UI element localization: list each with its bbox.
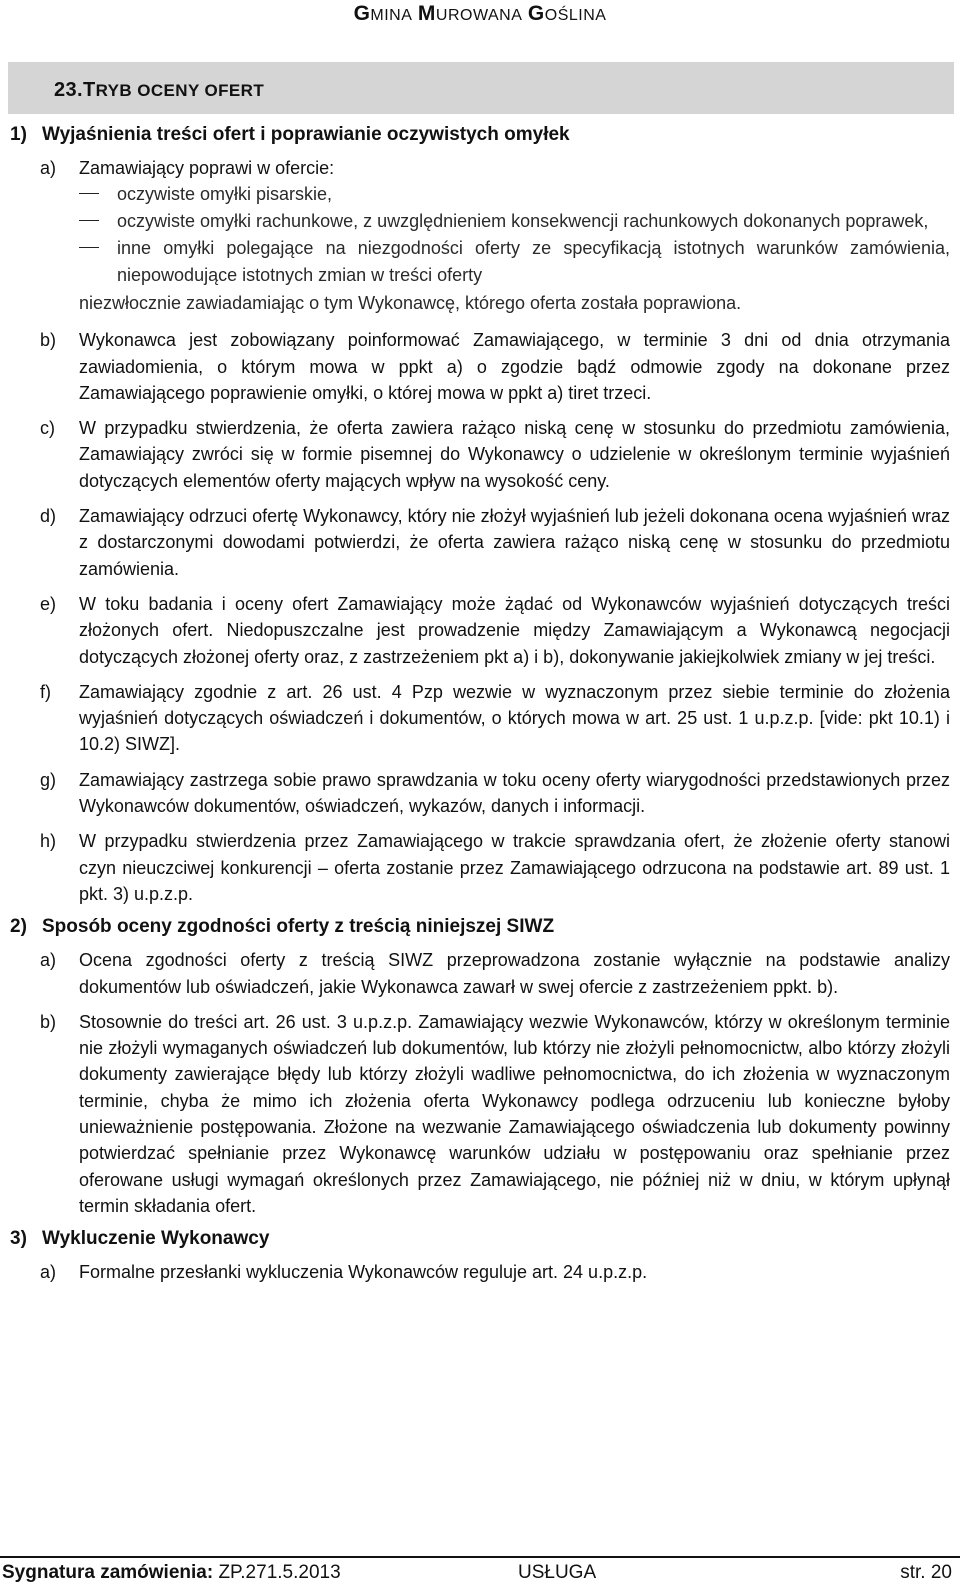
footer-divider xyxy=(0,1556,960,1558)
subsection-title: Wyjaśnienia treści ofert i poprawianie oczywistych omyłek xyxy=(42,124,570,145)
list-item: c) W przypadku stwierdzenia, że oferta zawiera rażąco niską cenę w stosunku do przedmiotu zamówienia, Zamawiający zwróci się w formie pisemnej do Wykonawcy o udzielenie w określonym terminie wyjaśnień dotyczących elementów oferty mających wpływ na wysokość ceny. xyxy=(40,418,950,491)
header-initial: G xyxy=(353,2,371,25)
signature xyxy=(2,1562,341,1584)
subsection-heading-2 xyxy=(10,914,950,940)
header-word: MINA xyxy=(370,7,413,24)
signature-label: Sygnatura zamówienia: xyxy=(2,1562,214,1583)
dash-item: inne omyłki polegające na niezgodności oferty ze specyfikacją istotnych warunków zamówienia, niepowodujące istotnych zmian w treści oferty xyxy=(79,235,950,289)
dash-item: oczywiste omyłki pisarskie, xyxy=(79,181,950,208)
order-type: USŁUGA xyxy=(518,1562,597,1583)
subsection-number: 1) xyxy=(10,124,27,145)
dash-bullet xyxy=(79,235,117,289)
section-title-initial: T xyxy=(83,79,96,101)
section-heading xyxy=(8,62,954,114)
list-item: h) W przypadku stwierdzenia przez Zamawiającego w trakcie sprawdzania ofert, że złożenie oferty stanowi czyn nieuczciwej konkurencji – oferta zostanie przez Zamawiającego odrzucona na podstawie art. 89 ust. 1 pkt. 3) u.p.z.p. xyxy=(40,831,950,904)
section-title: RYB OCENY OFERT xyxy=(95,81,265,100)
subsection-title: Wykluczenie Wykonawcy xyxy=(42,1228,270,1250)
dash-list xyxy=(79,181,950,289)
subsection-number: 2) xyxy=(10,916,27,938)
list-item xyxy=(10,155,950,181)
subsection-heading-1 xyxy=(10,122,950,148)
item-label: a) xyxy=(40,158,57,178)
page-footer xyxy=(2,1562,952,1590)
subsection-number: 3) xyxy=(10,1228,27,1250)
dash-bullet xyxy=(79,181,117,208)
item-text: Zamawiający poprawi w ofercie: xyxy=(79,158,335,178)
header-initial: M xyxy=(417,2,436,25)
list-item: d) Zamawiający odrzuci ofertę Wykonawcy, który nie złożył wyjaśnień lub jeżeli dokonana ocena wyjaśnień wraz z dostarczonymi dowodami potwierdzi, że oferta zawiera rażąco niską cenę w stosunku do przedmiotu zamówienia. xyxy=(40,506,950,579)
follow-text: niezwłocznie zawiadamiając o tym Wykonawcę, którego oferta została poprawiona. xyxy=(79,293,742,314)
list-item: f) Zamawiający zgodnie z art. 26 ust. 4 Pzp wezwie w wyznaczonym przez siebie terminie do złożenia wyjaśnień dotyczących oświadczeń i dokumentów, o których mowa w art. 25 ust. 1 u.p.z.p. [vide: pkt 10.1) i 10.2) SIWZ]. xyxy=(40,681,950,755)
list-item: a) Ocena zgodności oferty z treścią SIWZ przeprowadzona zostanie wyłącznie na podstawie analizy dokumentów lub oświadczeń, jakie Wykonawca zawarł w swej ofercie z zastrzeżeniem ppkt. b). xyxy=(40,950,950,997)
subsection-title: Sposób oceny zgodności oferty z treścią niniejszej SIWZ xyxy=(42,916,555,938)
signature-value: ZP.271.5.2013 xyxy=(218,1562,341,1583)
header-initial: G xyxy=(527,2,545,25)
dash-item: oczywiste omyłki rachunkowe, z uwzględnieniem konsekwencji rachunkowych dokonanych poprawek, xyxy=(79,208,950,235)
list-item: b) Stosownie do treści art. 26 ust. 3 u.p.z.p. Zamawiający wezwie Wykonawców, którzy w określonym terminie nie złożyli wymaganych oświadczeń lub dokumentów, lub którzy nie złożyli pełnomocnictw, albo którzy złożyli dokumenty zawierające błędy lub którzy złożyli wadliwe pełnomocnictwa, do ich złożenia w wyznaczonym terminie, chyba że mimo ich złożenia oferta Wykonawcy podlega odrzuceniu lub konieczne byłoby unieważnienie postępowania. Złożone na wezwanie Zamawiającego oświadczenia lub dokumenty powinny potwierdzać spełnianie przez Wykonawcę warunków udziału w postępowaniu oraz spełnianie przez oferowane usługi wymagań określonych przez Zamawiającego, nie później niż w dniu, w którym upłynął termin składania ofert. xyxy=(40,1011,950,1216)
list-item: e) W toku badania i oceny ofert Zamawiający może żądać od Wykonawców wyjaśnień dotyczących treści złożonych ofert. Niedopuszczalne jest prowadzenie między Zamawiającym a Wykonawcą negocjacji dotyczących złożonej oferty oraz, z zastrzeżeniem pkt a) i b), dokonywanie jakiejkolwiek zmiany w jej treści. xyxy=(40,593,950,667)
subsection-heading-3 xyxy=(10,1226,950,1252)
header-word: UROWANA xyxy=(435,7,523,24)
section-number: 23. xyxy=(54,79,84,101)
page-number: str. 20 xyxy=(900,1562,952,1583)
list-item: b) Wykonawca jest zobowiązany poinformować Zamawiającego, w terminie 3 dni od dnia otrzymania zawiadomienia, o którym mowa w ppkt a) o zgodzie bądź odmowie zgody na dokonane przez Zamawiającego poprawienie omyłki, o której mowa w ppkt a) tiret trzeci. xyxy=(40,330,950,403)
document-body xyxy=(10,122,950,1286)
running-header xyxy=(0,2,960,26)
header-word: OŚLINA xyxy=(544,7,607,24)
dash-bullet xyxy=(79,208,117,235)
list-item: a) Formalne przesłanki wykluczenia Wykonawców reguluje art. 24 u.p.z.p. xyxy=(40,1262,648,1283)
list-item: g) Zamawiający zastrzega sobie prawo sprawdzania w toku oceny oferty wiarygodności przedstawionych przez Wykonawców dokumentów, oświadczeń, wykazów, danych i informacji. xyxy=(40,769,950,817)
